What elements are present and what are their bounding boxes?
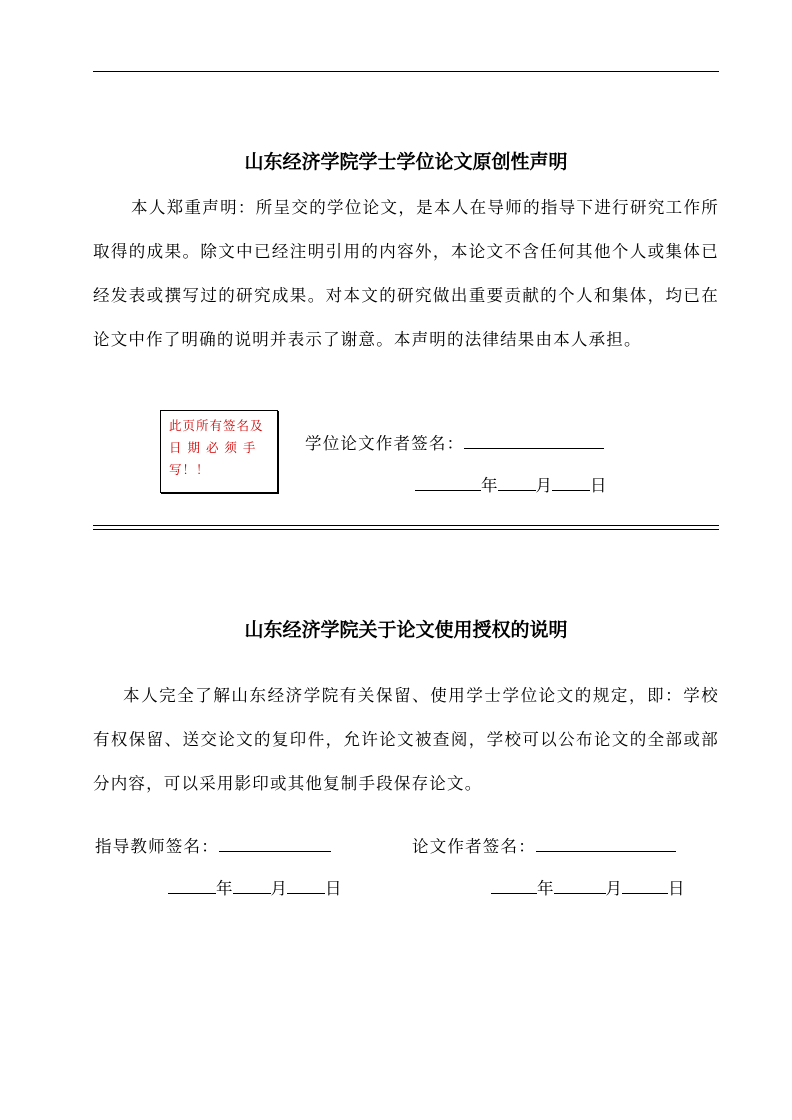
- day-label: 日: [590, 476, 607, 495]
- month-blank[interactable]: [498, 476, 536, 491]
- advisor-year-label: 年: [216, 879, 233, 898]
- top-rule: [93, 71, 719, 72]
- thesis-author-signature-label: 论文作者签名：: [412, 837, 536, 856]
- advisor-month-blank[interactable]: [233, 879, 271, 894]
- authorization-body: 本人完全了解山东经济学院有关保留、使用学士学位论文的规定，即：学校有权保留、送交论文的复印件，允许论文被查阅，学校可以公布论文的全部或部分内容，可以采用影印或其他复制手段保存论文。: [93, 686, 719, 793]
- advisor-day-label: 日: [325, 879, 342, 898]
- author-signature-label: 学位论文作者签名：: [305, 434, 465, 453]
- declaration-date: [415, 472, 607, 496]
- month-label: 月: [535, 476, 552, 495]
- thesis-author-signature-line[interactable]: [536, 836, 676, 852]
- author-signature-row: [305, 430, 604, 454]
- author-signature-line[interactable]: [464, 433, 604, 449]
- section-divider: [93, 525, 719, 530]
- author-date: [491, 875, 685, 899]
- authorization-title: 山东经济学院关于论文使用授权的说明: [244, 619, 568, 641]
- day-blank[interactable]: [552, 476, 590, 491]
- thesis-author-signature-row: [412, 833, 676, 857]
- author-day-label: 日: [668, 879, 685, 898]
- advisor-month-label: 月: [270, 879, 287, 898]
- year-label: 年: [481, 476, 498, 495]
- advisor-signature-label: 指导教师签名：: [95, 837, 219, 856]
- declaration-title: 山东经济学院学士学位论文原创性声明: [244, 151, 568, 173]
- advisor-day-blank[interactable]: [287, 879, 325, 894]
- declaration-body: 本人郑重声明：所呈交的学位论文，是本人在导师的指导下进行研究工作所取得的成果。除文中已经注明引用的内容外，本论文不含任何其他个人或集体已经发表或撰写过的研究成果。对本文的研究做出重要贡献的个人和集体，均已在论文中作了明确的说明并表示了谢意。本声明的法律结果由本人承担。: [93, 198, 719, 349]
- author-year-label: 年: [537, 879, 554, 898]
- advisor-signature-line[interactable]: [219, 836, 331, 852]
- author-month-label: 月: [605, 879, 622, 898]
- advisor-year-blank[interactable]: [168, 879, 216, 894]
- author-day-blank[interactable]: [622, 879, 668, 894]
- year-blank[interactable]: [415, 476, 481, 491]
- author-month-blank[interactable]: [554, 879, 606, 894]
- advisor-date: [168, 875, 342, 899]
- handwriting-notice-box: 此页所有签名及日 期 必 须 手写！！: [160, 410, 278, 493]
- author-year-blank[interactable]: [491, 879, 537, 894]
- advisor-signature-row: [95, 833, 331, 857]
